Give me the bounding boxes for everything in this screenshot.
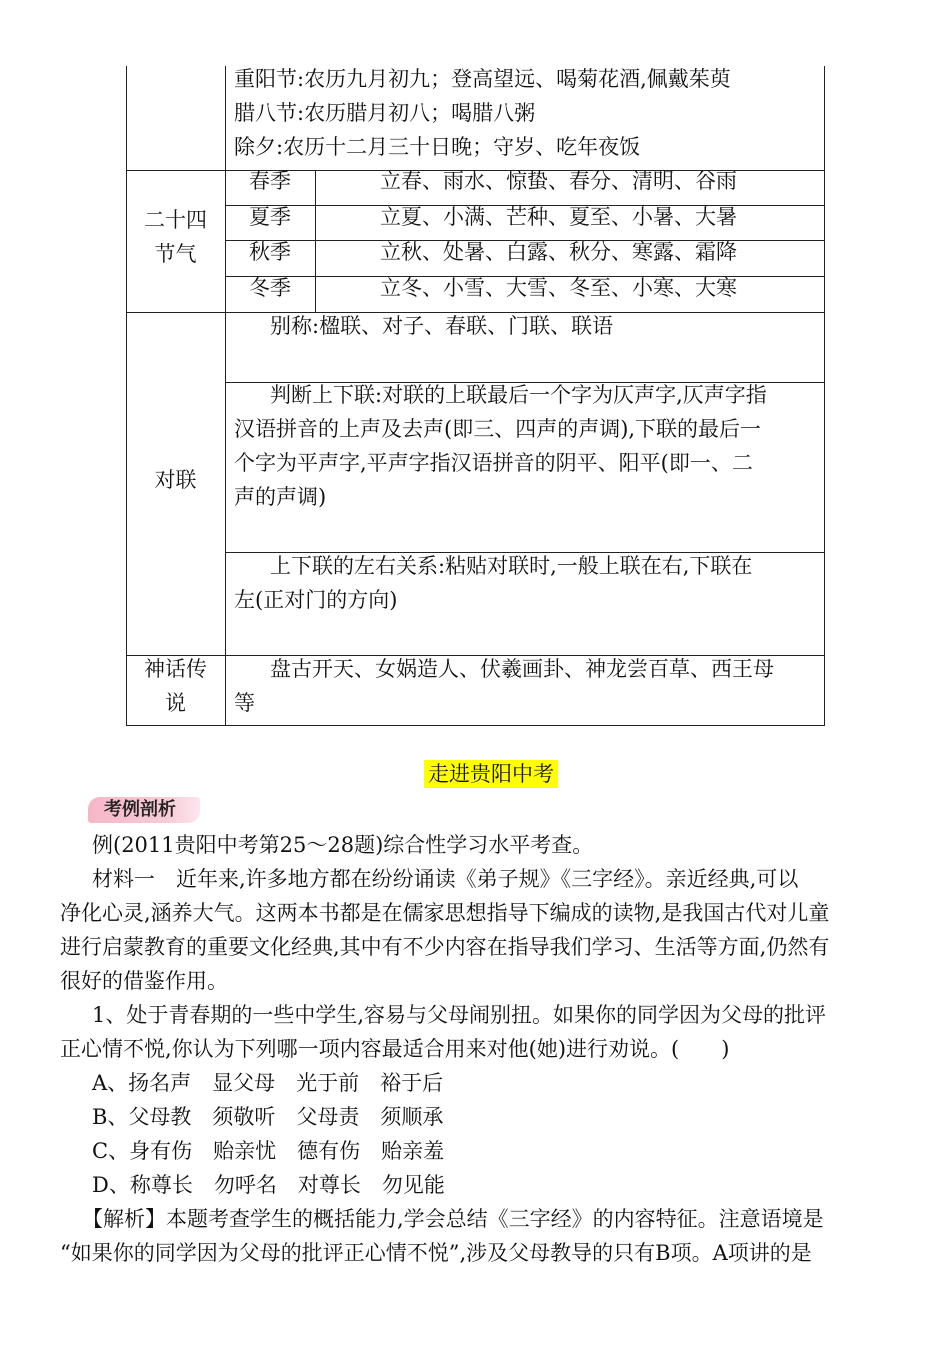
- table-border-left: [126, 66, 127, 726]
- table-border-bottom: [126, 725, 825, 726]
- table-border-right: [824, 66, 825, 726]
- analysis-line: “如果你的同学因为父母的批评正心情不悦”,涉及父母教导的只有B项。A项讲的是: [60, 1241, 812, 1265]
- season-label: 夏季: [249, 205, 291, 229]
- example-badge: 考例剖析: [88, 797, 200, 823]
- material-line: 材料一 近年来,许多地方都在纷纷诵读《弟子规》《三字经》。亲近经典,可以: [92, 867, 799, 891]
- season-terms: 立春、雨水、惊蛰、春分、清明、谷雨: [380, 169, 737, 193]
- festival-line: 腊八节:农历腊月初八；喝腊八粥: [234, 101, 536, 125]
- season-terms: 立秋、处暑、白露、秋分、寒露、霜降: [380, 240, 737, 264]
- myths-label-1: 神话传: [144, 657, 207, 681]
- myths-line: 盘古开天、女娲造人、伏羲画卦、神龙尝百草、西王母: [270, 657, 774, 681]
- material-line: 进行启蒙教育的重要文化经典,其中有不少内容在指导我们学习、生活等方面,仍然有: [60, 935, 830, 959]
- section-title: 走进贵阳中考: [424, 760, 558, 788]
- material-line: 很好的借鉴作用。: [60, 969, 228, 993]
- couplets-position-line: 左(正对门的方向): [234, 588, 398, 612]
- option-b: B、父母教 须敬听 父母责 须顺承: [92, 1105, 444, 1129]
- option-a: A、扬名声 显父母 光于前 裕于后: [92, 1071, 444, 1095]
- couplets-position-line: 上下联的左右关系:粘贴对联时,一般上联在右,下联在: [270, 554, 753, 578]
- example-intro: 例(2011贵阳中考第25～28题)综合性学习水平考查。: [92, 833, 594, 857]
- couplets-label: 对联: [154, 468, 197, 492]
- season-col-divider: [315, 170, 316, 312]
- couplets-judge-line: 声的声调): [234, 485, 327, 509]
- option-c: C、身有伤 贻亲忧 德有伤 贻亲羞: [92, 1139, 445, 1163]
- question-line: 正心情不悦,你认为下列哪一项内容最适合用来对他(她)进行劝说。( ): [60, 1037, 730, 1061]
- couplets-alias: 别称:楹联、对子、春联、门联、联语: [270, 314, 614, 338]
- festival-line: 除夕:农历十二月三十日晚；守岁、吃年夜饭: [234, 135, 641, 159]
- festival-line: 重阳节:农历九月初九；登高望远、喝菊花酒,佩戴茱萸: [234, 67, 731, 91]
- analysis-line: 【解析】本题考查学生的概括能力,学会总结《三字经》的内容特征。注意语境是: [82, 1207, 824, 1231]
- option-d: D、称尊长 勿呼名 对尊长 勿见能: [92, 1173, 445, 1197]
- solar-terms-label-1: 二十四: [144, 208, 207, 232]
- material-line: 净化心灵,涵养大气。这两本书都是在儒家思想指导下编成的读物,是我国古代对儿童: [60, 901, 830, 925]
- couplets-judge-line: 汉语拼音的上声及去声(即三、四声的声调),下联的最后一: [234, 417, 762, 441]
- season-terms: 立冬、小雪、大雪、冬至、小寒、大寒: [380, 276, 737, 300]
- season-terms: 立夏、小满、芒种、夏至、小暑、大暑: [380, 205, 737, 229]
- season-label: 冬季: [249, 276, 291, 300]
- season-label: 春季: [249, 169, 291, 193]
- couplets-judge-line: 个字为平声字,平声字指汉语拼音的阴平、阳平(即一、二: [234, 451, 753, 475]
- myths-label-2: 说: [165, 691, 186, 715]
- season-label: 秋季: [249, 240, 291, 264]
- question-line: 1、处于青春期的一些中学生,容易与父母闹别扭。如果你的同学因为父母的批评: [92, 1003, 827, 1027]
- myths-line: 等: [234, 691, 255, 715]
- solar-terms-label-2: 节气: [154, 242, 197, 266]
- couplets-judge-line: 判断上下联:对联的上联最后一个字为仄声字,仄声字指: [270, 383, 767, 407]
